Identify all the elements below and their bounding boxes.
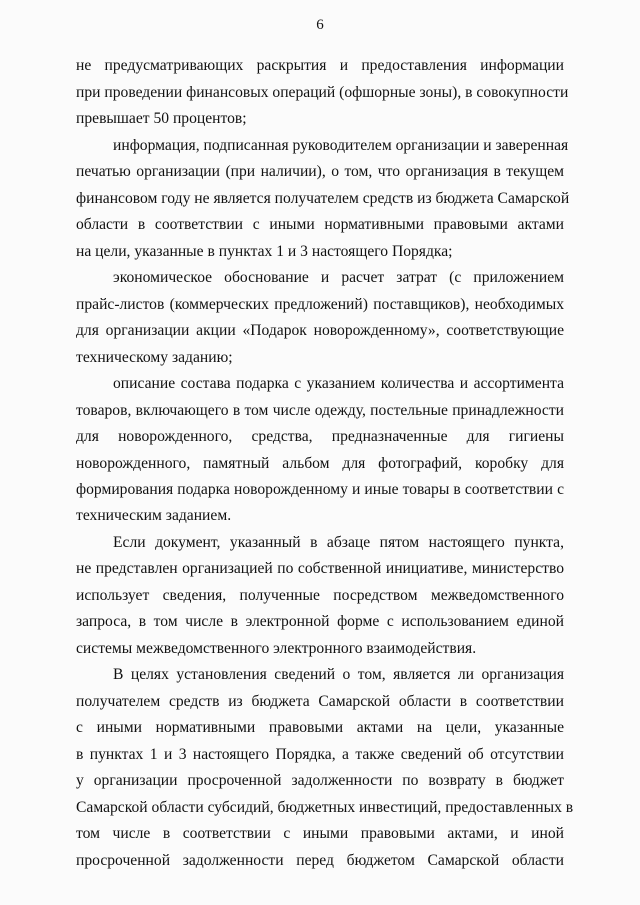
text-line: для организации акции «Подарок новорожденному», соответствующие xyxy=(76,322,564,339)
text-line: том числе в соответствии с иными правовыми актами, и иной xyxy=(76,825,564,842)
text-line: новорожденного, памятный альбом для фотографий, коробку для xyxy=(76,455,564,472)
text-line: Самарской области субсидий, бюджетных инвестиций, предоставленных в xyxy=(76,799,574,816)
text-line: для новорожденного, средства, предназначенные для гигиены xyxy=(76,428,564,445)
text-line: техническому заданию; xyxy=(76,349,233,366)
text-line: системы межведомственного электронного взаимодействия. xyxy=(76,640,477,657)
text-line: при проведении финансовых операций (офшорные зоны), в совокупности xyxy=(76,84,569,101)
text-line: не предусматривающих раскрытия и предоставления информации xyxy=(76,57,564,74)
text-line: просроченной задолженности перед бюджетом Самарской области xyxy=(76,852,564,869)
text-line: у организации просроченной задолженности по возврату в бюджет xyxy=(76,772,564,789)
text-line: запроса, в том числе в электронной форме с использованием единой xyxy=(76,613,564,630)
text-line: не представлен организацией по собственной инициативе, министерство xyxy=(76,560,564,577)
text-line: В целях установления сведений о том, является ли организация xyxy=(113,666,564,683)
text-line: использует сведения, полученные посредством межведомственного xyxy=(76,587,564,604)
text-line: Если документ, указанный в абзаце пятом настоящего пункта, xyxy=(113,534,564,551)
text-line: области в соответствии с иными нормативными правовыми актами xyxy=(76,216,564,233)
text-line: описание состава подарка с указанием количества и ассортимента xyxy=(113,375,564,392)
text-line: прайс-листов (коммерческих предложений) поставщиков), необходимых xyxy=(76,296,564,313)
text-line: финансовом году не является получателем средств из бюджета Самарской xyxy=(76,190,570,207)
page-number: 6 xyxy=(316,17,324,33)
text-line: информация, подписанная руководителем организации и заверенная xyxy=(113,137,569,154)
text-line: товаров, включающего в том числе одежду, постельные принадлежности xyxy=(76,402,564,419)
text-line: экономическое обоснование и расчет затрат (с приложением xyxy=(113,269,564,286)
text-line: с иными нормативными правовыми актами на цели, указанные xyxy=(76,719,564,736)
text-line: в пунктах 1 и 3 настоящего Порядка, а также сведений об отсутствии xyxy=(76,746,564,763)
text-line: техническим заданием. xyxy=(76,507,232,524)
text-line: формирования подарка новорожденному и иные товары в соответствии с xyxy=(76,481,564,498)
text-line: на цели, указанные в пунктах 1 и 3 настоящего Порядка; xyxy=(76,243,453,260)
text-line: печатью организации (при наличии), о том, что организация в текущем xyxy=(76,163,564,180)
text-line: получателем средств из бюджета Самарской области в соответствии xyxy=(76,693,564,710)
text-line: превышает 50 процентов; xyxy=(76,110,247,127)
